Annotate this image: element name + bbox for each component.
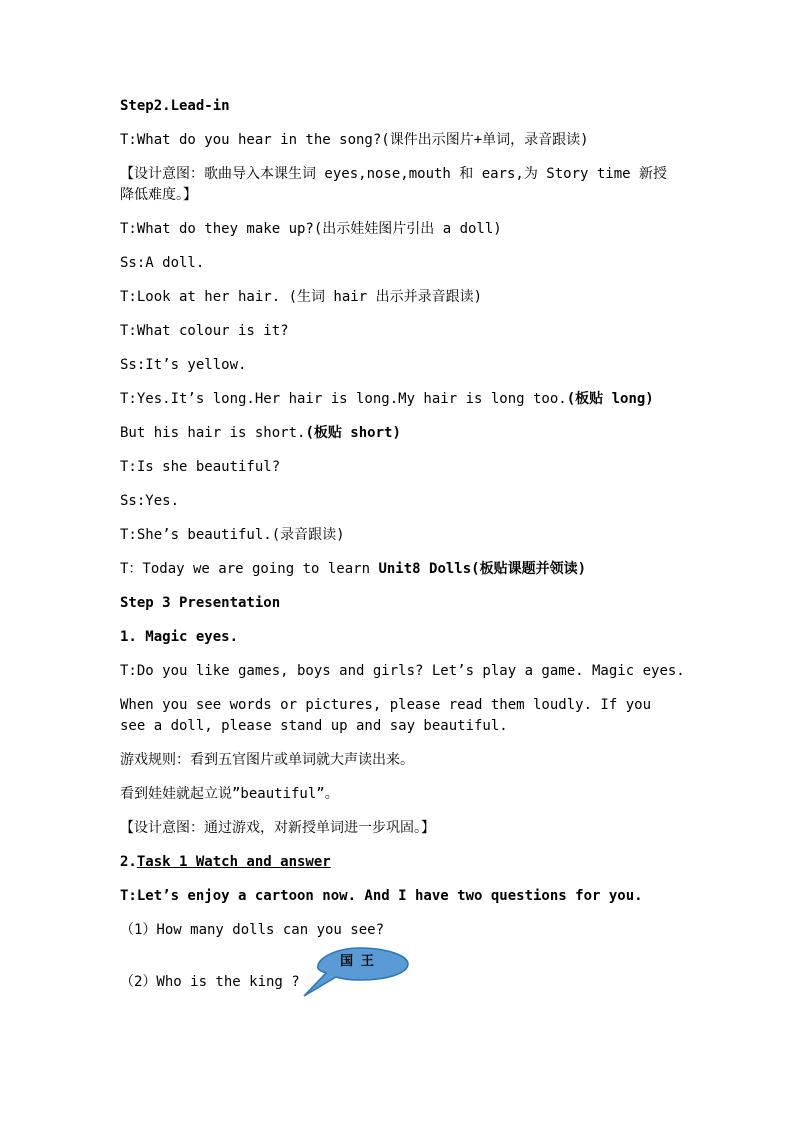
when-you-see-paragraph: When you see words or pictures, please read them loudly. If you see a doll, please stand up and say beautiful. bbox=[120, 697, 652, 734]
today-line bbox=[120, 559, 680, 593]
design-intent-2: 【设计意图：通过游戏，对新授单词进一步巩固。】 bbox=[120, 820, 435, 836]
games-line: T:Do you like games, boys and girls? Let’s play a game. Magic eyes. bbox=[120, 663, 685, 679]
yellow-answer: Ss:It’s yellow. bbox=[120, 357, 247, 373]
bubble-label: 国 王 bbox=[340, 954, 374, 969]
colour-question: T:What colour is it? bbox=[120, 323, 289, 339]
task-title: Task 1 Watch and answer bbox=[136, 854, 331, 870]
beautiful-question: T:Is she beautiful? bbox=[120, 459, 281, 475]
task-prefix: 2. bbox=[120, 854, 137, 870]
task-heading bbox=[120, 852, 680, 886]
question-2-row bbox=[120, 954, 680, 992]
design-intent-1: 【设计意图：歌曲导入本课生词 eyes,nose,mouth 和 ears,为 Story time 新授降低难度。】 bbox=[120, 166, 668, 203]
short-hair-line bbox=[120, 423, 680, 457]
beautiful-line: T:She’s beautiful.(录音跟读) bbox=[120, 527, 345, 543]
short-hair-note: (板贴 short) bbox=[305, 425, 401, 441]
game-rule-2: 看到娃娃就起立说”beautiful”。 bbox=[120, 786, 339, 802]
long-hair-line bbox=[120, 389, 680, 423]
step2-heading: Step2.Lead-in bbox=[120, 98, 230, 114]
long-hair-text: T:Yes.It’s long.Her hair is long.My hair is long too. bbox=[120, 391, 567, 407]
magic-eyes-heading: 1. Magic eyes. bbox=[120, 629, 239, 645]
document-page bbox=[120, 96, 685, 992]
look-hair-line: T:Look at her hair. (生词 hair 出示并录音跟读) bbox=[120, 289, 483, 305]
yes-answer: Ss:Yes. bbox=[120, 493, 180, 509]
today-text: T：Today we are going to learn bbox=[120, 561, 379, 577]
question-2: （2）Who is the king ? bbox=[120, 974, 300, 990]
game-rule-1: 游戏规则：看到五官图片或单词就大声读出来。 bbox=[120, 752, 414, 768]
short-hair-text: But his hair is short. bbox=[120, 425, 306, 441]
step3-heading: Step 3 Presentation bbox=[120, 595, 281, 611]
a-doll-answer: Ss:A doll. bbox=[120, 255, 205, 271]
make-up-question: T:What do they make up?(出示娃娃图片引出 a doll) bbox=[120, 221, 502, 237]
question-1: （1）How many dolls can you see? bbox=[120, 922, 385, 938]
king-speech-bubble bbox=[302, 946, 412, 1004]
unit-title: Unit8 Dolls(板贴课题并领读) bbox=[378, 561, 587, 577]
long-hair-note: (板贴 long) bbox=[566, 391, 654, 407]
cartoon-line: T:Let’s enjoy a cartoon now. And I have two questions for you. bbox=[120, 888, 643, 904]
song-question: T:What do you hear in the song?(课件出示图片+单词，录音跟读) bbox=[120, 132, 589, 148]
